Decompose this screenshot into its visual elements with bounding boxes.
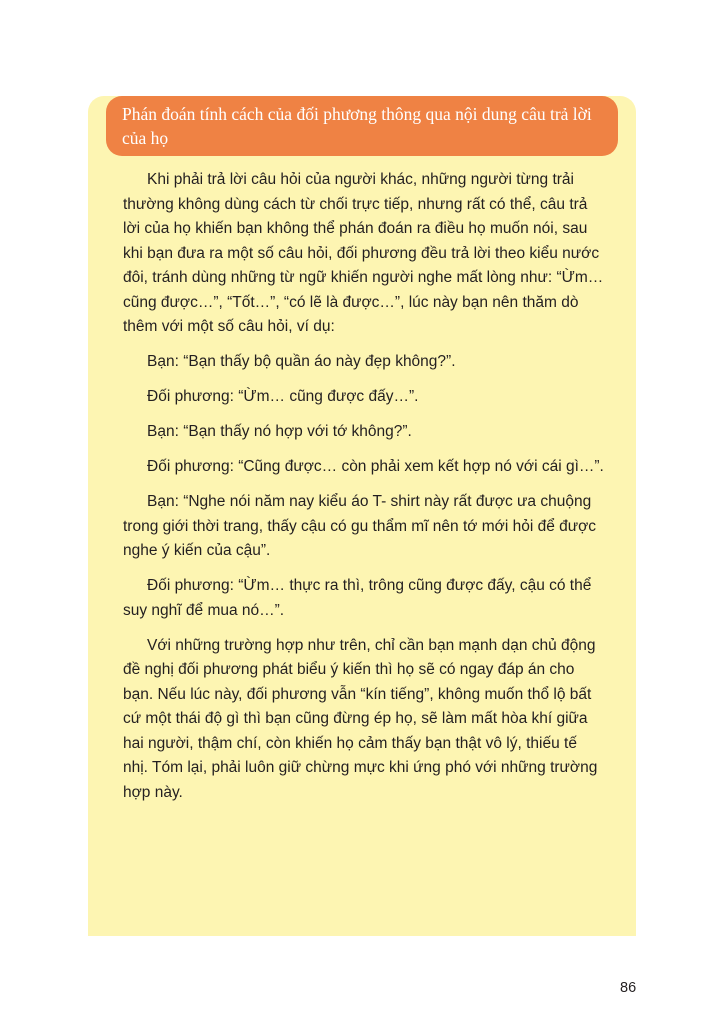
box-content [123, 168, 605, 816]
dialogue-line: Đối phương: “Cũng được… còn phải xem kết hợp nó với cái gì…”. [147, 458, 604, 475]
dialogue-line: Đối phương: “Ừm… thực ra thì, trông cũng được đấy, cậu có thể suy nghĩ để mua nó…”. [123, 577, 592, 619]
dialogue-line: Bạn: “Nghe nói năm nay kiểu áo T- shirt này rất được ưa chuộng trong giới thời trang, thấy cậu có gu thẩm mĩ nên tớ mới hỏi để được nghe ý kiến của cậu”. [123, 493, 597, 559]
box-title: Phán đoán tính cách của đối phương thông qua nội dung câu trả lời của họ [122, 104, 592, 148]
paragraph-conclusion: Với những trường hợp như trên, chỉ cần bạn mạnh dạn chủ động đề nghị đối phương phát biểu ý kiến thì họ sẽ có ngay đáp án cho bạn. Nếu lúc này, đối phương vẫn “kín tiếng”, không muốn thổ lộ bất cứ một thái độ gì thì bạn cũng đừng ép họ, sẽ làm mất hòa khí giữa hai người, thậm chí, còn khiến họ cảm thấy bạn thật vô lý, thiếu tế nhị. Tóm lại, phải luôn giữ chừng mực khi ứng phó với những trường hợp này. [123, 636, 598, 801]
page-number: 86 [620, 980, 637, 996]
dialogue-line: Đối phương: “Ừm… cũng được đấy…”. [147, 388, 419, 405]
box-title-bar [106, 96, 618, 156]
paragraph-intro: Khi phải trả lời câu hỏi của người khác, những người từng trải thường không dùng cách từ chối trực tiếp, nhưng rất có thể, câu trả lời của họ khiến bạn không thể phán đoán ra điều họ muốn nói, sau khi bạn đưa ra một số câu hỏi, đối phương đều trả lời theo kiểu nước đôi, tránh dùng những từ ngữ khiến người nghe mất lòng như: “Ừm…cũng được…”, “Tốt…”, “có lẽ là được…”, lúc này bạn nên thăm dò thêm với một số câu hỏi, ví dụ: [123, 171, 604, 335]
dialogue-line: Bạn: “Bạn thấy nó hợp với tớ không?”. [147, 423, 412, 440]
dialogue-line: Bạn: “Bạn thấy bộ quần áo này đẹp không?”. [147, 353, 456, 370]
